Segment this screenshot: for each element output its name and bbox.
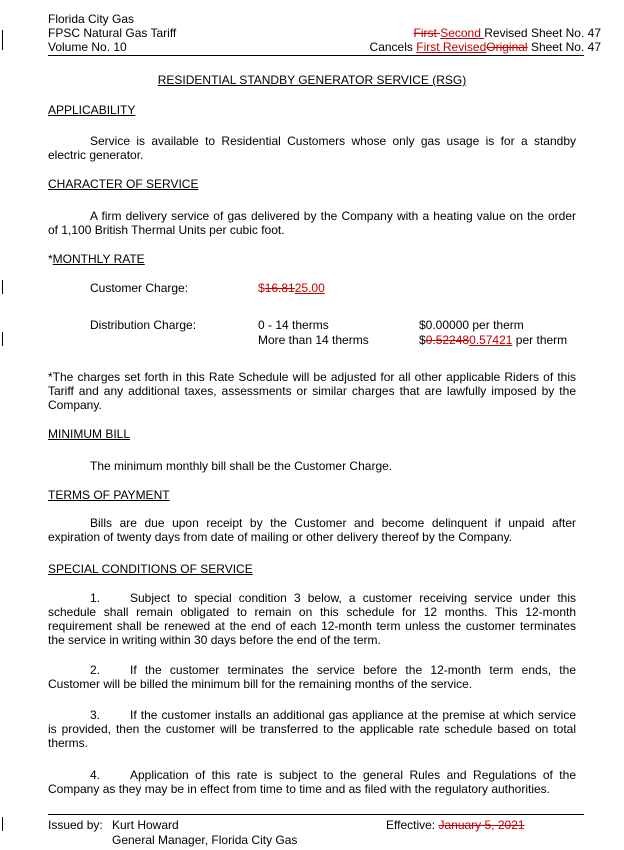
header-tariff: FPSC Natural Gas Tariff: [48, 26, 177, 40]
tier2-rate: [419, 333, 567, 347]
header-company: Florida City Gas: [48, 12, 135, 26]
customer-charge-inserted: 25.00: [294, 281, 325, 295]
condition-number: 3.: [90, 708, 101, 722]
cancels-deleted: Original: [486, 40, 528, 54]
customer-charge-dollar: $: [258, 281, 265, 295]
monthly-rate-heading: [48, 252, 145, 266]
minimum-bill-heading: MINIMUM BILL: [48, 427, 131, 441]
special-condition-1: [48, 591, 576, 647]
special-condition-4: [48, 768, 576, 796]
cancels-line: [370, 40, 601, 54]
special-heading: SPECIAL CONDITIONS OF SERVICE: [48, 562, 253, 576]
applicability-heading: APPLICABILITY: [48, 103, 136, 117]
customer-charge-value: [258, 281, 325, 295]
condition-text: Subject to special condition 3 below, a customer receiving service under this schedule shall remain obligated to remain on this schedule for 12 months. This 12-month requirement shall be renewed at the end of each 12-month term unless the customer terminates the service in writing within 30 days before the end of the term.: [48, 591, 576, 647]
sheet-deleted: First: [413, 26, 441, 40]
terms-heading: TERMS OF PAYMENT: [48, 488, 170, 502]
revision-bar: [2, 30, 3, 50]
applicability-text: Service is available to Residential Customers whose only gas usage is for a standby electric generator.: [48, 134, 576, 162]
revision-bar: [2, 332, 3, 346]
condition-text: If the customer installs an additional gas appliance at the premise at which service is provided, then the customer will be transferred to the applicable rate schedule based on total therms.: [48, 708, 576, 750]
condition-text: Application of this rate is subject to the general Rules and Regulations of the Company as they may be in effect from time to time and as filed with the regulatory authorities.: [48, 768, 576, 796]
customer-charge-deleted: 16.81: [264, 281, 295, 295]
sheet-number: [414, 26, 601, 40]
monthly-rate-label: MONTHLY RATE: [52, 252, 145, 266]
effective-label: Effective:: [386, 818, 439, 832]
tier2-unit: per therm: [512, 333, 568, 347]
footer-rule: [48, 814, 584, 815]
rate-note: *The charges set forth in this Rate Schedule will be adjusted for all other applicable Riders of this Tariff and any additional taxes, assessments or similar charges that are lawfully imposed by the Company.: [48, 370, 576, 412]
tier2-range: More than 14 therms: [258, 333, 369, 347]
condition-number: 1.: [90, 591, 101, 605]
cancels-prefix: Cancels: [369, 40, 417, 54]
special-condition-3: [48, 708, 576, 750]
condition-text: If the customer terminates the service before the 12-month term ends, the Customer will be billed the minimum bill for the remaining months of the service.: [48, 663, 576, 691]
tier1-range: 0 - 14 therms: [258, 318, 329, 332]
character-heading: CHARACTER OF SERVICE: [48, 177, 199, 191]
revision-bar: [2, 817, 3, 831]
cancels-rest: Sheet No. 47: [527, 40, 601, 54]
special-condition-2: [48, 663, 576, 691]
header-rule: [48, 55, 584, 56]
revision-bar: [2, 280, 3, 294]
sheet-rest: Revised Sheet No. 47: [484, 26, 601, 40]
tier2-dollar: $: [419, 333, 426, 347]
cancels-inserted: First Revised: [416, 40, 487, 54]
header-volume: Volume No. 10: [48, 40, 127, 54]
customer-charge-label: Customer Charge:: [90, 281, 189, 295]
tier2-deleted: 0.52248: [425, 333, 470, 347]
effective-deleted: January 5, 2021: [438, 818, 525, 832]
terms-text: Bills are due upon receipt by the Customer and become delinquent if unpaid after expiration of twenty days from date of mailing or other delivery thereof by the Company.: [48, 516, 576, 544]
condition-number: 4.: [90, 768, 101, 782]
issued-by-label: Issued by:: [48, 818, 103, 832]
character-text: A firm delivery service of gas delivered by the Company with a heating value on the order of 1,100 British Thermal Units per cubic foot.: [48, 209, 576, 237]
issued-by-title: General Manager, Florida City Gas: [112, 833, 298, 847]
effective-date: [386, 818, 525, 832]
tier1-rate: $0.00000 per therm: [419, 318, 524, 332]
issued-by-name: Kurt Howard: [112, 818, 179, 832]
distribution-charge-label: Distribution Charge:: [90, 318, 197, 332]
condition-number: 2.: [90, 663, 101, 677]
tier2-inserted: 0.57421: [469, 333, 513, 347]
monthly-rate-star: *: [48, 252, 53, 266]
page-title: RESIDENTIAL STANDBY GENERATOR SERVICE (RSG): [157, 73, 467, 87]
sheet-inserted: Second: [440, 26, 485, 40]
minimum-bill-text: The minimum monthly bill shall be the Customer Charge.: [90, 459, 393, 473]
